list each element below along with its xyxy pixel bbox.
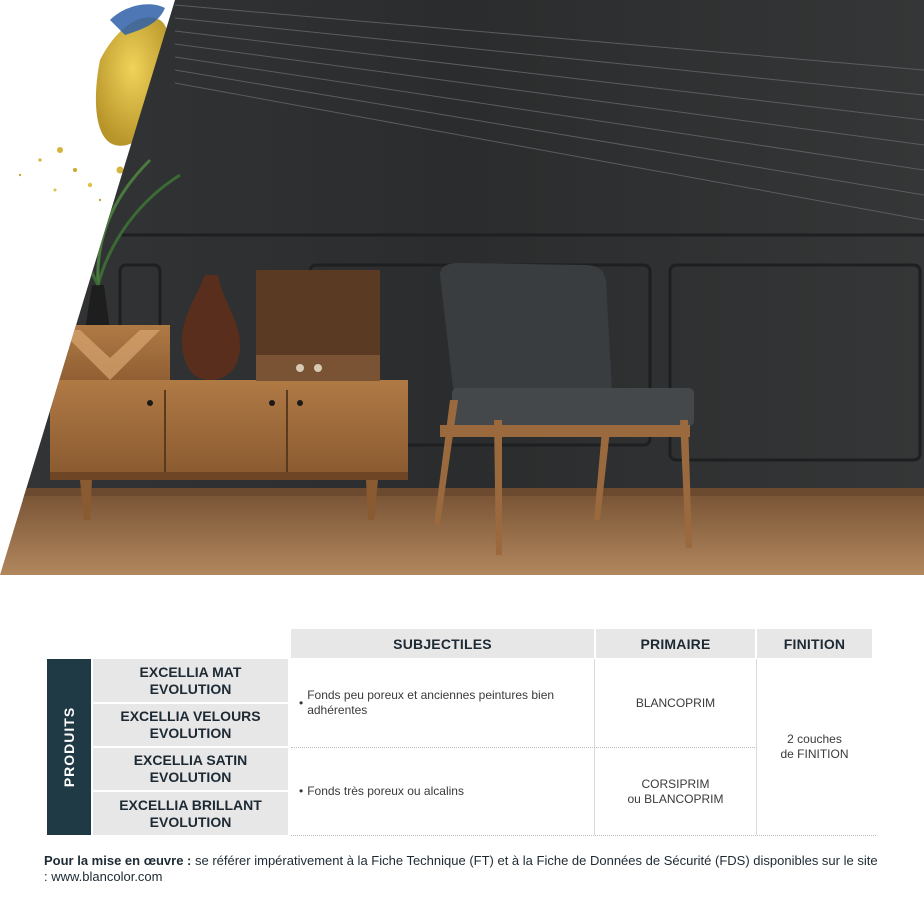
col-divider xyxy=(756,659,757,835)
subjectile-group-1 xyxy=(291,659,594,747)
row-divider xyxy=(291,747,755,748)
subjectile-text-1: Fonds peu poreux et anciennes peintures bien adhérentes xyxy=(307,688,555,717)
header-finition: FINITION xyxy=(757,629,872,658)
product-excellia-velours: EXCELLIA VELOURS EVOLUTION xyxy=(93,704,288,746)
subjectile-group-2 xyxy=(291,748,594,835)
product-excellia-mat: EXCELLIA MAT EVOLUTION xyxy=(93,659,288,702)
usage-note-bold: Pour la mise en œuvre : xyxy=(44,853,192,868)
subjectile-text-2: Fonds très poreux ou alcalins xyxy=(307,784,464,798)
bullet: • xyxy=(299,695,304,710)
product-excellia-satin: EXCELLIA SATIN EVOLUTION xyxy=(93,748,288,790)
table-bottom-line xyxy=(291,835,876,836)
produits-label: PRODUITS xyxy=(61,706,77,788)
bullet: • xyxy=(299,784,304,798)
header-subjectiles: SUBJECTILES xyxy=(291,629,594,658)
primaire-group-2: CORSIPRIM ou BLANCOPRIM xyxy=(596,748,755,835)
usage-note xyxy=(44,853,884,885)
usage-note-text: se référer impérativement à la Fiche Technique (FT) et à la Fiche de Données de Sécurité (FDS) disponibles sur le site : www.blancolor.com xyxy=(44,853,878,884)
produits-side-label xyxy=(47,659,91,835)
product-excellia-brillant: EXCELLIA BRILLANT EVOLUTION xyxy=(93,792,288,835)
primaire-group-1: BLANCOPRIM xyxy=(596,659,755,747)
finition-cell: 2 couches de FINITION xyxy=(757,659,872,835)
header-primaire: PRIMAIRE xyxy=(596,629,755,658)
